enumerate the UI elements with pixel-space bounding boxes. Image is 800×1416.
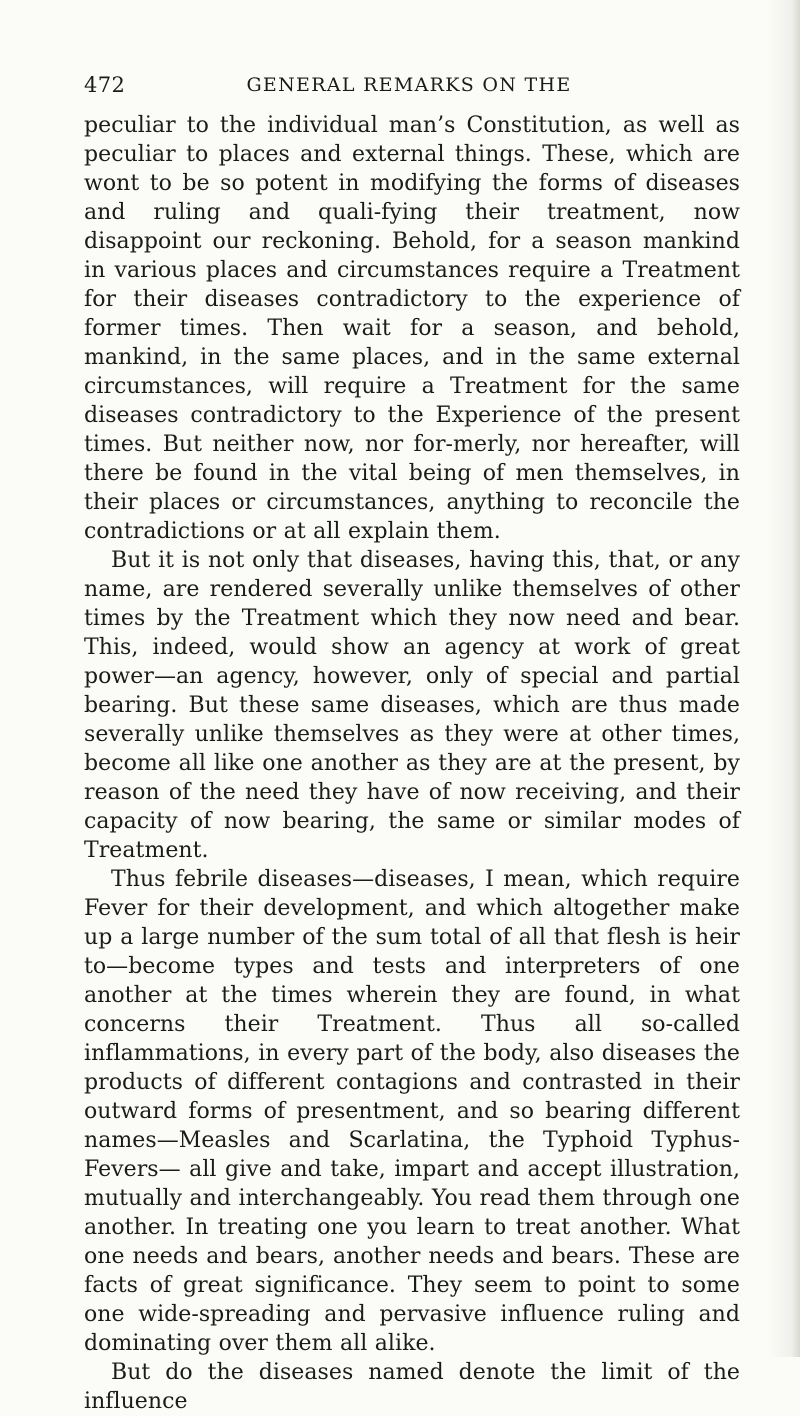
running-head-title: GENERAL REMARKS ON THE [246, 74, 572, 96]
page-edge-shadow [792, 0, 800, 1357]
body-text [84, 111, 740, 1416]
paragraph-4: But do the diseases named denote the limit of the influence [84, 1360, 740, 1414]
paragraph-3: Thus febrile diseases—diseases, I mean, which require Fever for their development, and which altogether make up a large number of the sum total of all that flesh is heir to—become types and tests and interpreters of one another at the times wherein they are found, in what concerns their Treatment. Thus all so-called inflammations, in every part of the body, also diseases the products of different contagions and contrasted in their outward forms of presentment, and so bearing different names—Measles and Scarlatina, the Typhoid Typhus-Fevers— all give and take, impart and accept illustration, mutually and interchangeably. You read them through one another. In treating one you learn to treat another. What one needs and bears, another needs and bears. These are facts of great significance. They seem to point to some one wide-spreading and pervasive influence ruling and dominating over them all alike. [84, 867, 740, 1356]
paragraph-2: But it is not only that diseases, having this, that, or any name, are rendered severally unlike themselves of other times by the Treatment which they now need and bear. This, indeed, would show an agency at work of great power—an agency, however, only of special and partial bearing. But these same diseases, which are thus made severally unlike themselves as they were at other times, become all like one another as they are at the present, by reason of the need they have of now receiving, and their capacity of now bearing, the same or similar modes of Treatment. [84, 548, 740, 863]
page-number: 472 [84, 73, 126, 97]
paragraph-1: peculiar to the individual man’s Constitution, as well as peculiar to places and external things. These, which are wont to be so potent in modifying the forms of diseases and ruling and quali-fying their treatment, now disappoint our reckoning. Behold, for a season mankind in various places and circumstances require a Treatment for their diseases contradictory to the experience of former times. Then wait for a season, and behold, mankind, in the same places, and in the same external circumstances, will require a Treatment for the same diseases contradictory to the Experience of the present times. But neither now, nor for-merly, nor hereafter, will there be found in the vital being of men themselves, in their places or circumstances, anything to reconcile the contradictions or at all explain them. [84, 113, 740, 544]
running-head [84, 71, 734, 99]
